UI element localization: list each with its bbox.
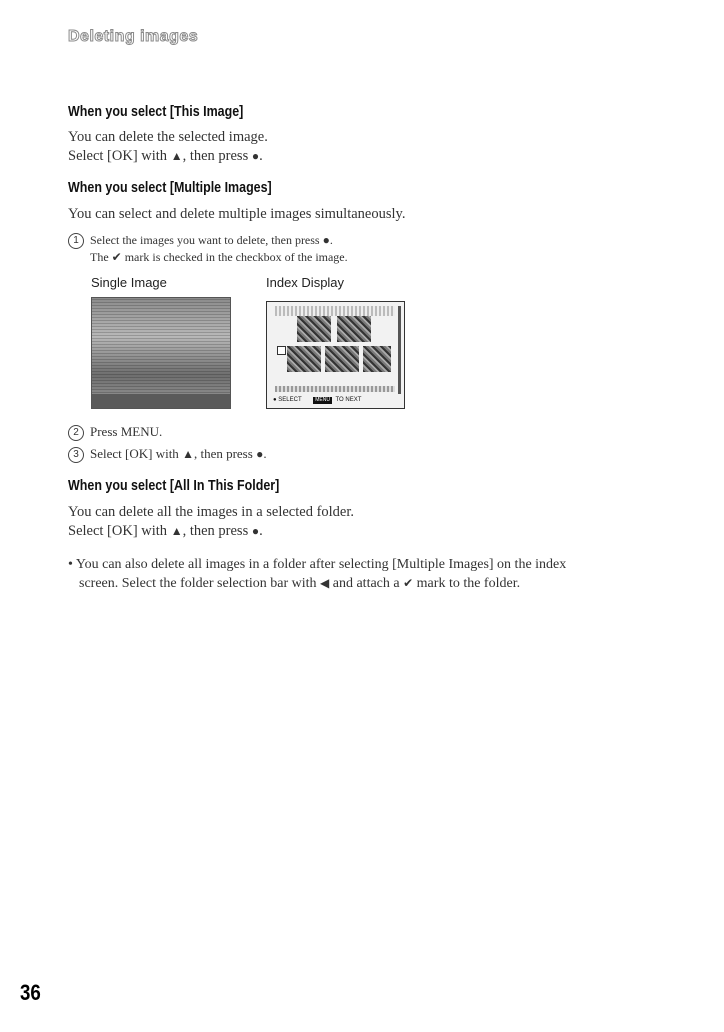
text-fragment: . (263, 446, 267, 461)
index-thumbnail (337, 316, 371, 342)
index-scrollbar (398, 306, 401, 394)
up-arrow-icon: ▲ (182, 447, 194, 461)
text-fragment: Select [OK] with (90, 446, 183, 461)
text-fragment: mark is checked in the checkbox of the image. (121, 250, 348, 265)
check-mark-icon: ✔ (403, 576, 414, 590)
check-mark-icon: ✔ (111, 250, 122, 265)
text-fragment: mark to the folder. (413, 576, 521, 591)
index-thumbnail (325, 346, 359, 372)
text-fragment: , then press (193, 446, 257, 461)
step-1 (68, 232, 348, 265)
label-index-display: Index Display (266, 275, 345, 290)
up-arrow-icon: ▲ (170, 149, 183, 163)
center-button-icon: ● (251, 524, 260, 538)
text-fragment: Press MENU. (90, 424, 163, 439)
center-button-icon: ● (322, 233, 330, 247)
all-in-folder-line1: You can delete all the images in a selected folder. (68, 504, 355, 520)
text-fragment: and attach a (329, 576, 404, 591)
text-fragment: . (329, 233, 333, 247)
text-fragment: Select [OK] with (68, 523, 171, 539)
all-in-folder-line2 (68, 522, 263, 541)
text-fragment: The (90, 250, 112, 265)
menu-chip-icon: MENU (315, 397, 330, 403)
index-checkbox (277, 346, 286, 355)
index-next-text: TO NEXT (335, 397, 362, 403)
center-button-icon: ● (251, 149, 260, 163)
center-button-icon: ● (273, 397, 277, 403)
heading-multiple-images: When you select [Multiple Images] (68, 180, 272, 196)
heading-all-in-folder: When you select [All In This Folder] (68, 478, 280, 494)
text-fragment: , then press (182, 148, 252, 164)
index-thumbnail (363, 346, 391, 372)
step-2 (68, 424, 162, 441)
left-arrow-icon: ◀ (320, 576, 330, 590)
label-single-image: Single Image (91, 275, 167, 290)
this-image-line1: You can delete the selected image. (68, 129, 268, 145)
step-number: 1 (68, 233, 84, 249)
multiple-images-line1: You can select and delete multiple images simultaneously. (68, 206, 406, 222)
text-fragment: Select the images you want to delete, then press (90, 233, 323, 247)
text-fragment: Select [OK] with (68, 148, 171, 164)
step-number: 2 (68, 425, 84, 441)
step-number: 3 (68, 447, 84, 463)
index-screen-bar (267, 394, 404, 406)
note-bullet: • (68, 557, 73, 572)
text-fragment: . (259, 523, 263, 539)
index-display-screen (266, 301, 405, 409)
text-fragment: . (259, 148, 263, 164)
text-fragment: screen. Select the folder selection bar with (79, 576, 321, 591)
step-3 (68, 446, 267, 463)
page-header-title: Deleting images (68, 28, 199, 45)
center-button-icon: ● (256, 447, 264, 461)
index-bottom-strip (275, 386, 395, 392)
index-thumbnail (297, 316, 331, 342)
index-select-text: SELECT (278, 397, 302, 403)
note-line1 (68, 555, 566, 574)
heading-this-image: When you select [This Image] (68, 104, 244, 120)
text-fragment: You can also delete all images in a folder after selecting [Multiple Images] on the index (75, 557, 567, 572)
page-number: 36 (20, 980, 41, 1005)
up-arrow-icon: ▲ (170, 524, 183, 538)
single-image-screen (91, 297, 231, 409)
index-top-strip (275, 306, 395, 316)
this-image-line2 (68, 147, 263, 166)
note-line2 (79, 574, 520, 593)
single-image-screen-bar (92, 394, 230, 408)
index-thumbnail (287, 346, 321, 372)
text-fragment: , then press (182, 523, 252, 539)
